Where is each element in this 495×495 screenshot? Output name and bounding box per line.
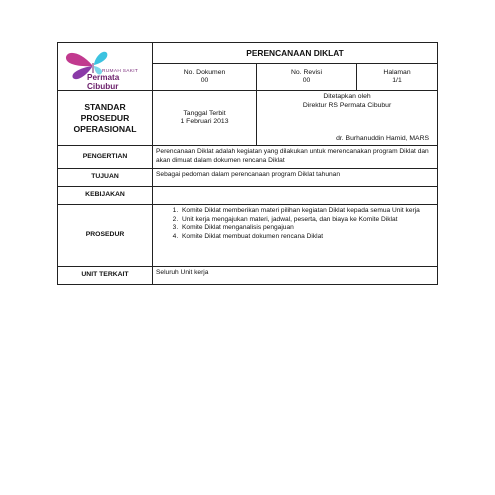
sop-line-1: STANDAR <box>84 101 126 112</box>
pengertian-label: PENGERTIAN <box>58 146 153 169</box>
tujuan-text: Sebagai pedoman dalam perencanaan program Diklat tahunan <box>153 169 438 187</box>
sop-line-3: OPERASIONAL <box>73 123 137 134</box>
logo-text-main: Permata Cibubur <box>87 73 120 91</box>
kebijakan-label: KEBIJAKAN <box>58 187 153 205</box>
no-dokumen-value: 00 <box>200 77 209 84</box>
tujuan-label: TUJUAN <box>58 169 153 187</box>
no-revisi-cell <box>257 64 357 91</box>
prosedur-steps <box>156 207 434 241</box>
no-dokumen-cell <box>153 64 257 91</box>
tanggal-terbit-cell <box>153 91 257 146</box>
prosedur-label: PROSEDUR <box>58 205 153 267</box>
no-revisi-value: 00 <box>302 77 311 84</box>
tanggal-terbit-date: 1 Februari 2013 <box>180 118 229 125</box>
document-title: PERENCANAAN DIKLAT <box>153 43 438 64</box>
signer-name: dr. Burhanuddin Hamid, MARS <box>336 134 430 142</box>
halaman-label: Halaman <box>383 68 411 76</box>
logo-cell <box>58 43 153 91</box>
prosedur-step: 4. Komite Diklat membuat dokumen rencana Diklat <box>180 233 434 242</box>
sop-document <box>57 42 437 285</box>
pengertian-text: Perencanaan Diklat adalah kegiatan yang dilakukan untuk merencanakan program Diklat dan akan dimuat dalam dokumen rencana Diklat <box>153 146 438 169</box>
prosedur-step: 2. Unit kerja mengajukan materi, jadwal, peserta, dan biaya ke Komite Diklat <box>180 216 434 225</box>
sop-heading <box>58 91 153 146</box>
unit-terkait-label: UNIT TERKAIT <box>58 267 153 285</box>
sop-table <box>57 42 438 285</box>
halaman-value: 1/1 <box>392 77 402 84</box>
ditetapkan-label: Ditetapkan oleh <box>323 93 371 100</box>
penetapan-cell <box>257 91 438 146</box>
no-revisi-label: No. Revisi <box>291 68 322 76</box>
tanggal-terbit-label: Tanggal Terbit <box>183 109 226 117</box>
no-dokumen-label: No. Dokumen <box>183 68 226 76</box>
prosedur-step: 3. Komite Diklat menganalisis pengajuan <box>180 224 434 233</box>
sop-line-2: PROSEDUR <box>80 112 130 123</box>
unit-terkait-text: Seluruh Unit kerja <box>153 267 438 285</box>
logo-text-small: RUMAH SAKIT <box>102 69 139 74</box>
direktur-label: Direktur RS Permata Cibubur <box>302 101 392 109</box>
kebijakan-text <box>153 187 438 205</box>
prosedur-content <box>153 205 438 267</box>
halaman-cell <box>357 64 438 91</box>
prosedur-step: 1. Komite Diklat memberikan materi pilihan kegiatan Diklat kepada semua Unit kerja <box>180 207 434 216</box>
